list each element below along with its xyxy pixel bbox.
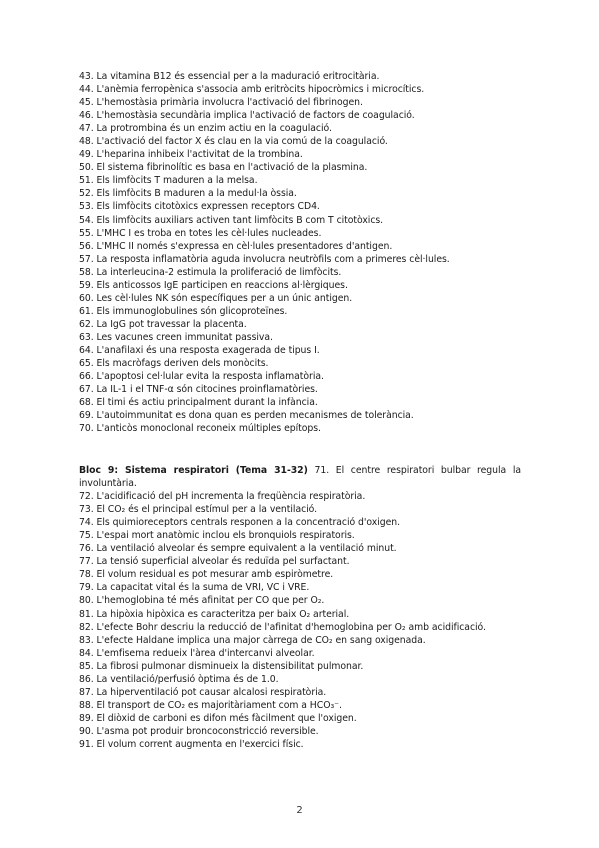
list-item: 72. L'acidificació del pH incrementa la freqüència respiratòria. — [79, 491, 366, 503]
list-item: 56. L'MHC II només s'expressa en cèl·lules presentadores d'antigen. — [79, 240, 393, 252]
list-item: 89. El diòxid de carboni es difon més fàcilment que l'oxigen. — [79, 712, 357, 724]
list-item: 82. L'efecte Bohr descriu la reducció de l'afinitat d'hemoglobina per O₂ amb acidificació. — [79, 621, 486, 633]
list-item: 46. L'hemostàsia secundària implica l'activació de factors de coagulació. — [79, 110, 415, 122]
list-item: 61. Els immunoglobulines són glicoproteïnes. — [79, 305, 288, 317]
bloc-9-section — [79, 464, 521, 751]
list-item: 52. Els limfòcits B maduren a la medul·la òssia. — [79, 188, 297, 200]
list-item: 88. El transport de CO₂ es majoritàriament com a HCO₃⁻. — [79, 699, 342, 711]
list-item: 73. El CO₂ és el principal estímul per a la ventilació. — [79, 504, 318, 516]
list-item: 59. Els anticossos IgE participen en reaccions al·lèrgiques. — [79, 279, 348, 291]
list-item: 44. L'anèmia ferropènica s'associa amb eritròcits hipocròmics i microcítics. — [79, 84, 425, 96]
list-item: 53. Els limfòcits citotòxics expressen receptors CD4. — [79, 201, 320, 213]
list-item: 65. Els macròfags deriven dels monòcits. — [79, 358, 269, 370]
list-item: 86. La ventilació/perfusió òptima és de 1.0. — [79, 673, 279, 685]
list-item: 80. L'hemoglobina té més afinitat per CO que per O₂. — [79, 595, 325, 607]
list-item: 49. L'heparina inhibeix l'activitat de la trombina. — [79, 149, 303, 161]
list-item: 90. L'asma pot produir broncoconstricció reversible. — [79, 725, 319, 737]
list-item: 79. La capacitat vital és la suma de VRI, VC i VRE. — [79, 582, 310, 594]
list-item: 87. La hiperventilació pot causar alcalosi respiratòria. — [79, 686, 327, 698]
list-item: 60. Les cèl·lules NK són específiques per a un únic antigen. — [79, 292, 353, 304]
statement-71: 71. El centre respiratori bulbar regula la — [314, 465, 521, 476]
list-item: 78. El volum residual es pot mesurar amb espiròmetre. — [79, 569, 334, 581]
list-item: 63. Les vacunes creen immunitat passiva. — [79, 331, 273, 343]
list-item: 66. L'apoptosi cel·lular evita la resposta inflamatòria. — [79, 371, 324, 383]
section-heading-title: Bloc 9: Sistema respiratori (Tema 31-32) — [79, 465, 308, 476]
list-item: 54. Els limfòcits auxiliars activen tant limfòcits B com T citotòxics. — [79, 214, 384, 226]
page-number: 2 — [296, 805, 303, 816]
list-item: 43. La vitamina B12 és essencial per a la maduració eritrocitària. — [79, 71, 380, 82]
list-item: 45. L'hemostàsia primària involucra l'activació del fibrinogen. — [79, 97, 363, 109]
list-item: 70. L'anticòs monoclonal reconeix múltiples epítops. — [79, 423, 321, 435]
statement-list-block — [79, 70, 450, 435]
list-item: 48. L'activació del factor X és clau en la via comú de la coagulació. — [79, 136, 388, 148]
list-item: 64. L'anafilaxi és una resposta exagerada de tipus I. — [79, 344, 320, 356]
list-item: 62. La IgG pot travessar la placenta. — [79, 318, 247, 330]
list-item: 83. L'efecte Haldane implica una major càrrega de CO₂ en sang oxigenada. — [79, 634, 426, 646]
list-item: 76. La ventilació alveolar és sempre equivalent a la ventilació minut. — [79, 543, 397, 555]
list-item: 84. L'emfisema redueix l'àrea d'intercanvi alveolar. — [79, 647, 315, 659]
list-item: 85. La fibrosi pulmonar disminueix la distensibilitat pulmonar. — [79, 660, 364, 672]
list-item: 58. La interleucina-2 estimula la proliferació de limfòcits. — [79, 266, 342, 278]
list-item: 74. Els quimioreceptors centrals responen a la concentració d'oxigen. — [79, 517, 400, 529]
list-item: 68. El timi és actiu principalment durant la infància. — [79, 397, 318, 409]
statement-71-continuation: involuntària. — [79, 478, 137, 490]
list-item: 57. La resposta inflamatòria aguda involucra neutròfils com a primeres cèl·lules. — [79, 253, 450, 265]
list-item: 55. L'MHC I es troba en totes les cèl·lules nucleades. — [79, 227, 322, 239]
list-item: 77. La tensió superficial alveolar és reduïda pel surfactant. — [79, 556, 350, 568]
list-item: 51. Els limfòcits T maduren a la melsa. — [79, 175, 258, 187]
statement-list-respiratory — [79, 490, 521, 751]
list-item: 91. El volum corrent augmenta en l'exercici físic. — [79, 738, 304, 750]
list-item: 75. L'espai mort anatòmic inclou els bronquiols respiratoris. — [79, 530, 355, 542]
list-item: 50. El sistema fibrinolític es basa en l'activació de la plasmina. — [79, 162, 368, 174]
section-heading — [79, 464, 521, 477]
list-item: 67. La IL-1 i el TNF-α són citocines proinflamatòries. — [79, 384, 318, 396]
list-item: 69. L'autoimmunitat es dona quan es perden mecanismes de tolerància. — [79, 410, 414, 422]
list-item: 47. La protrombina és un enzim actiu en la coagulació. — [79, 123, 332, 135]
list-item: 81. La hipòxia hipòxica es caracteritza per baix O₂ arterial. — [79, 608, 350, 620]
